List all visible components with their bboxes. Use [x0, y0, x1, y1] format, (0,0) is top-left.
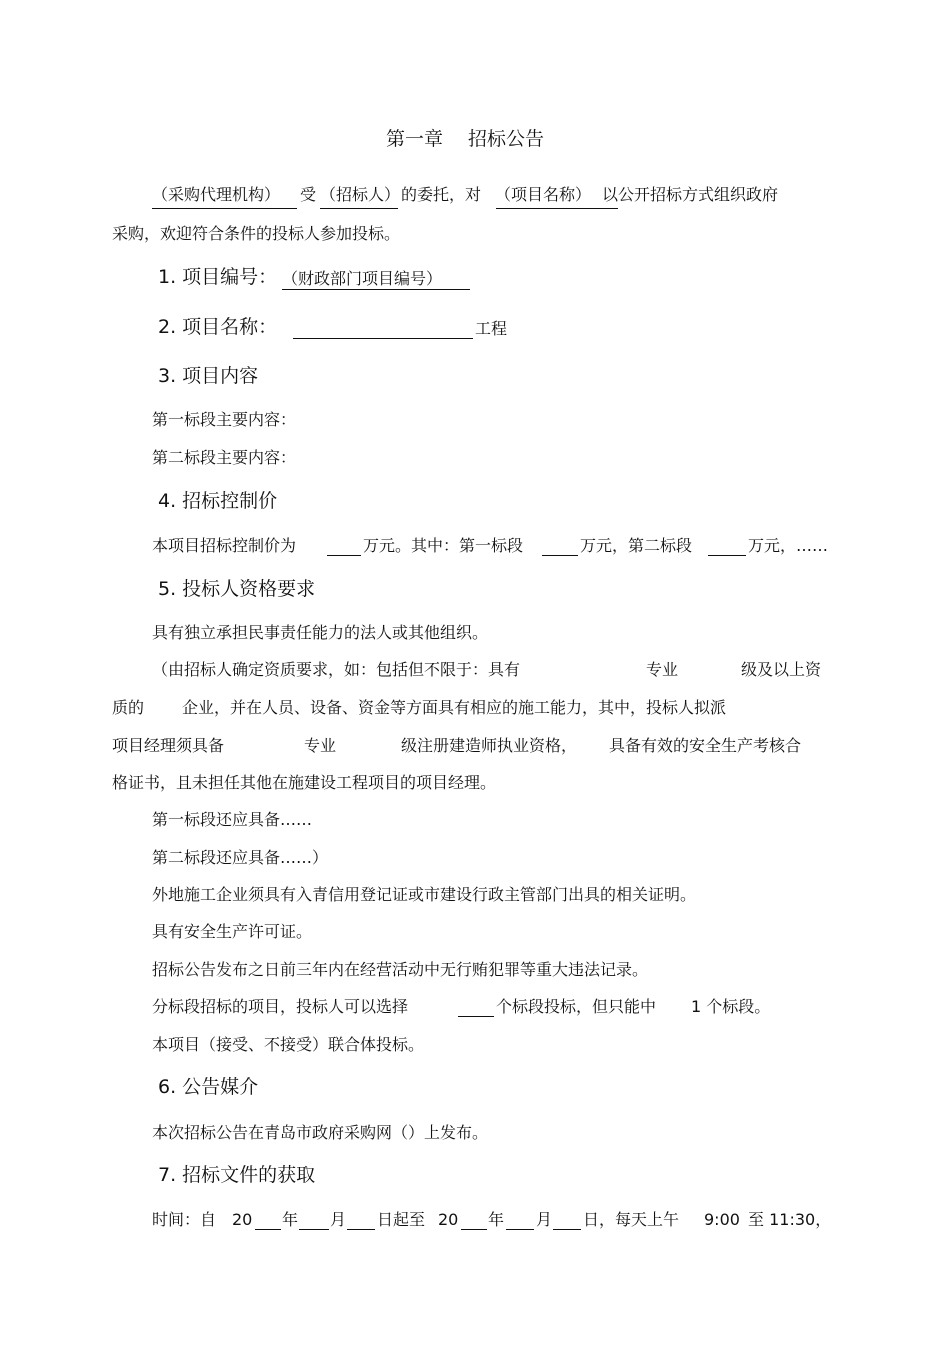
- qual-line-12: 本项目（接受、不接受）联合体投标。: [152, 1035, 425, 1054]
- project-underline: [496, 208, 618, 209]
- start-day-label: 日起至: [377, 1210, 426, 1229]
- price-total-blank: [327, 555, 361, 556]
- qual-line-4d: 具备有效的安全生产考核合: [609, 736, 802, 755]
- intro-rest: 以公开招标方式组织政府: [602, 185, 779, 204]
- qual-line-1: 具有独立承担民事责任能力的法人或其他组织。: [152, 623, 489, 642]
- start-year-blank: [255, 1229, 281, 1230]
- start-month-blank: [299, 1229, 329, 1230]
- section-7-heading: 7. 招标文件的获取: [158, 1164, 316, 1186]
- price-lot1-blank: [542, 555, 578, 556]
- end-day-label: 日，每天上午: [583, 1210, 680, 1229]
- end-year-blank: [461, 1229, 487, 1230]
- price-lot2-blank: [708, 555, 746, 556]
- page-title: 第一章 招标公告: [386, 128, 545, 150]
- qual-line-11a: 分标段招标的项目，投标人可以选择: [152, 997, 409, 1016]
- qual-line-3b: 企业，并在人员、设备、资金等方面具有相应的施工能力，其中，投标人拟派: [182, 698, 727, 717]
- end-month-blank: [506, 1229, 534, 1230]
- qual-line-8: 外地施工企业须具有入青信用登记证或市建设行政主管部门出具的相关证明。: [152, 885, 697, 904]
- start-year-label: 年: [282, 1210, 299, 1229]
- end-day-blank: [553, 1229, 581, 1230]
- qual-line-6: 第一标段还应具备……: [152, 810, 313, 829]
- qual-line-9: 具有安全生产许可证。: [152, 922, 313, 941]
- agency-underline: [152, 208, 297, 209]
- morning-end-time: 至 11:30，: [748, 1210, 832, 1229]
- qual-line-3a: 质的: [112, 698, 145, 717]
- qual-line-10: 招标公告发布之日前三年内在经营活动中无行贿犯罪等重大违法记录。: [152, 960, 649, 979]
- project-number-underline: [282, 289, 470, 290]
- start-day-blank: [347, 1229, 375, 1230]
- price-text-2: 万元。其中：第一标段: [363, 536, 524, 555]
- time-label: 时间：自: [152, 1210, 217, 1229]
- qual-line-7: 第二标段还应具备……）: [152, 848, 329, 867]
- qual-line-2b: 专业: [646, 660, 679, 679]
- project-number-value: （财政部门项目编号）: [282, 269, 443, 288]
- section-2-heading: 2. 项目名称：: [158, 316, 278, 338]
- section-3-heading: 3. 项目内容: [158, 365, 259, 387]
- media-line: 本次招标公告在青岛市政府采购网（）上发布。: [152, 1123, 489, 1142]
- end-year-label: 年: [488, 1210, 505, 1229]
- intro-tenderer: （招标人）: [320, 185, 401, 204]
- intro-agency: （采购代理机构）: [152, 185, 281, 204]
- qual-line-4c: 级注册建造师执业资格，: [401, 736, 578, 755]
- intro-shou: 受: [300, 185, 317, 204]
- qual-line-11c: 1 个标段。: [691, 997, 771, 1016]
- price-text-3: 万元，第二标段: [580, 536, 693, 555]
- section-1-heading: 1. 项目编号：: [158, 266, 278, 288]
- intro-line2: 采购，欢迎符合条件的投标人参加投标。: [112, 224, 401, 243]
- morning-start-time: 9:00: [704, 1210, 740, 1229]
- qual-line-5: 格证书，且未担任其他在施建设工程项目的项目经理。: [112, 773, 497, 792]
- section-6-heading: 6. 公告媒介: [158, 1076, 259, 1098]
- qual-line-4b: 专业: [304, 736, 337, 755]
- project-name-suffix: 工程: [475, 319, 508, 338]
- tenderer-underline: [320, 208, 398, 209]
- intro-de-weituo: 的委托，对: [401, 185, 482, 204]
- end-month-label: 月: [536, 1210, 553, 1229]
- project-name-blank: [293, 338, 473, 339]
- qual-line-11b: 个标段投标，但只能中: [496, 997, 657, 1016]
- start-year-prefix: 20: [232, 1210, 253, 1229]
- section-4-heading: 4. 招标控制价: [158, 490, 278, 512]
- lot2-content: 第二标段主要内容：: [152, 448, 297, 467]
- start-month-label: 月: [330, 1210, 347, 1229]
- lot1-content: 第一标段主要内容：: [152, 410, 297, 429]
- price-text-4: 万元，……: [748, 536, 829, 555]
- qual-line-2c: 级及以上资: [741, 660, 822, 679]
- qual-line-2a: （由招标人确定资质要求，如：包括但不限于：具有: [152, 660, 521, 679]
- price-text-1: 本项目招标控制价为: [152, 536, 297, 555]
- lot-count-blank: [458, 1016, 494, 1017]
- intro-project: （项目名称）: [495, 185, 592, 204]
- qual-line-4a: 项目经理须具备: [112, 736, 225, 755]
- end-year-prefix: 20: [438, 1210, 459, 1229]
- section-5-heading: 5. 投标人资格要求: [158, 578, 316, 600]
